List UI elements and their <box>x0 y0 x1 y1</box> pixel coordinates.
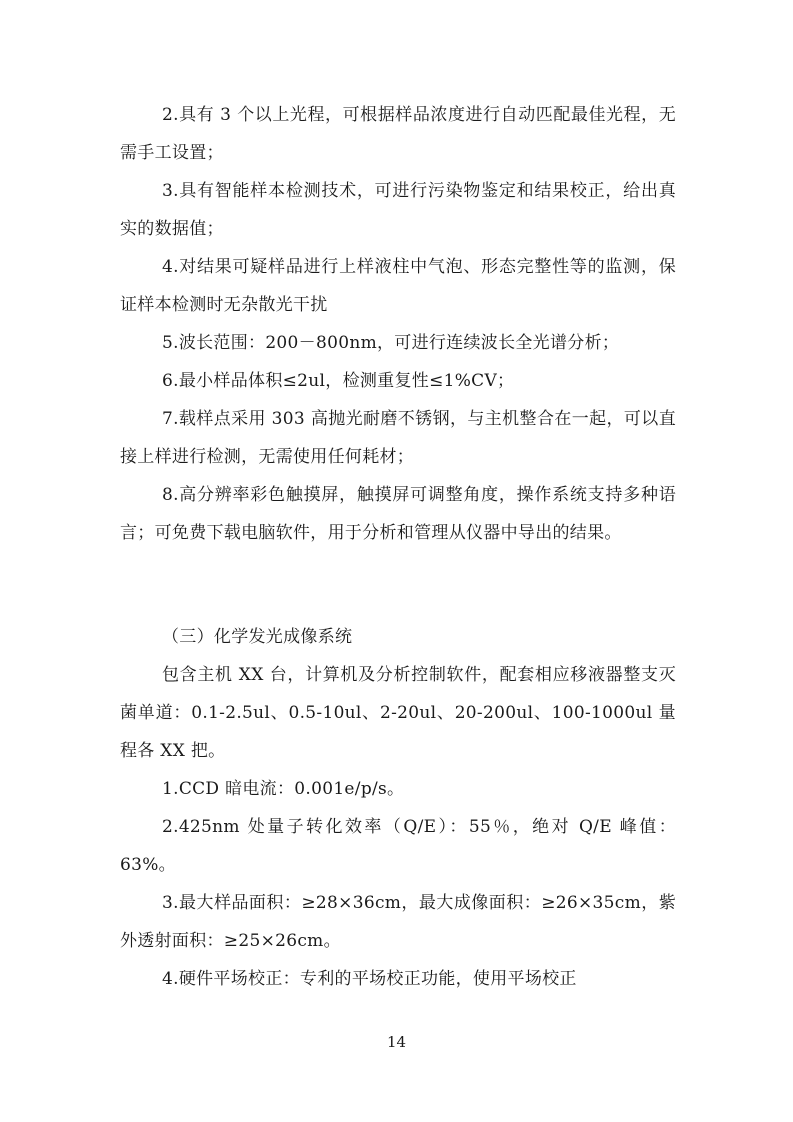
spec-item-2-quantum-efficiency: 2.425nm 处量子转化效率（Q/E）：55％，绝对 Q/E 峰值：63%。 <box>120 817 676 875</box>
spec-item-3-sample-area: 3.最大样品面积：≥28×36cm，最大成像面积：≥26×35cm，紫外透射面积：≥25×26cm。 <box>120 893 676 951</box>
spec-item-2-light-path: 2.具有 3 个以上光程，可根据样品浓度进行自动匹配最佳光程，无需手工设置； <box>120 105 676 163</box>
page-number: 14 <box>386 1033 407 1051</box>
spec-item-7-sample-point: 7.载样点采用 303 高抛光耐磨不锈钢，与主机整合在一起，可以直接上样进行检测，无需使用任何耗材； <box>120 409 676 467</box>
spec-item-5-wavelength: 5.波长范围：200－800nm，可进行连续波长全光谱分析； <box>162 333 620 353</box>
spec-item-4-flat-field: 4.硬件平场校正：专利的平场校正功能，使用平场校正 <box>162 969 577 989</box>
spec-item-6-sample-volume: 6.最小样品体积≤2ul，检测重复性≤1%CV； <box>162 371 515 391</box>
section-intro: 包含主机 XX 台，计算机及分析控制软件，配套相应移液器整支灭菌单道：0.1-2.5ul、0.5-10ul、2-20ul、20-200ul、100-1000ul 量程各 XX 把。 <box>120 665 676 761</box>
spec-item-1-ccd: 1.CCD 暗电流：0.001e/p/s。 <box>162 779 405 799</box>
spec-item-4-monitoring: 4.对结果可疑样品进行上样液柱中气泡、形态完整性等的监测，保证样本检测时无杂散光干扰 <box>120 257 676 315</box>
section-heading: （三）化学发光成像系统 <box>162 627 353 647</box>
spec-item-3-smart-detection: 3.具有智能样本检测技术，可进行污染物鉴定和结果校正，给出真实的数据值； <box>120 181 676 239</box>
spec-item-8-touchscreen: 8.高分辨率彩色触摸屏，触摸屏可调整角度，操作系统支持多种语言；可免费下载电脑软件，用于分析和管理从仪器中导出的结果。 <box>120 485 676 543</box>
